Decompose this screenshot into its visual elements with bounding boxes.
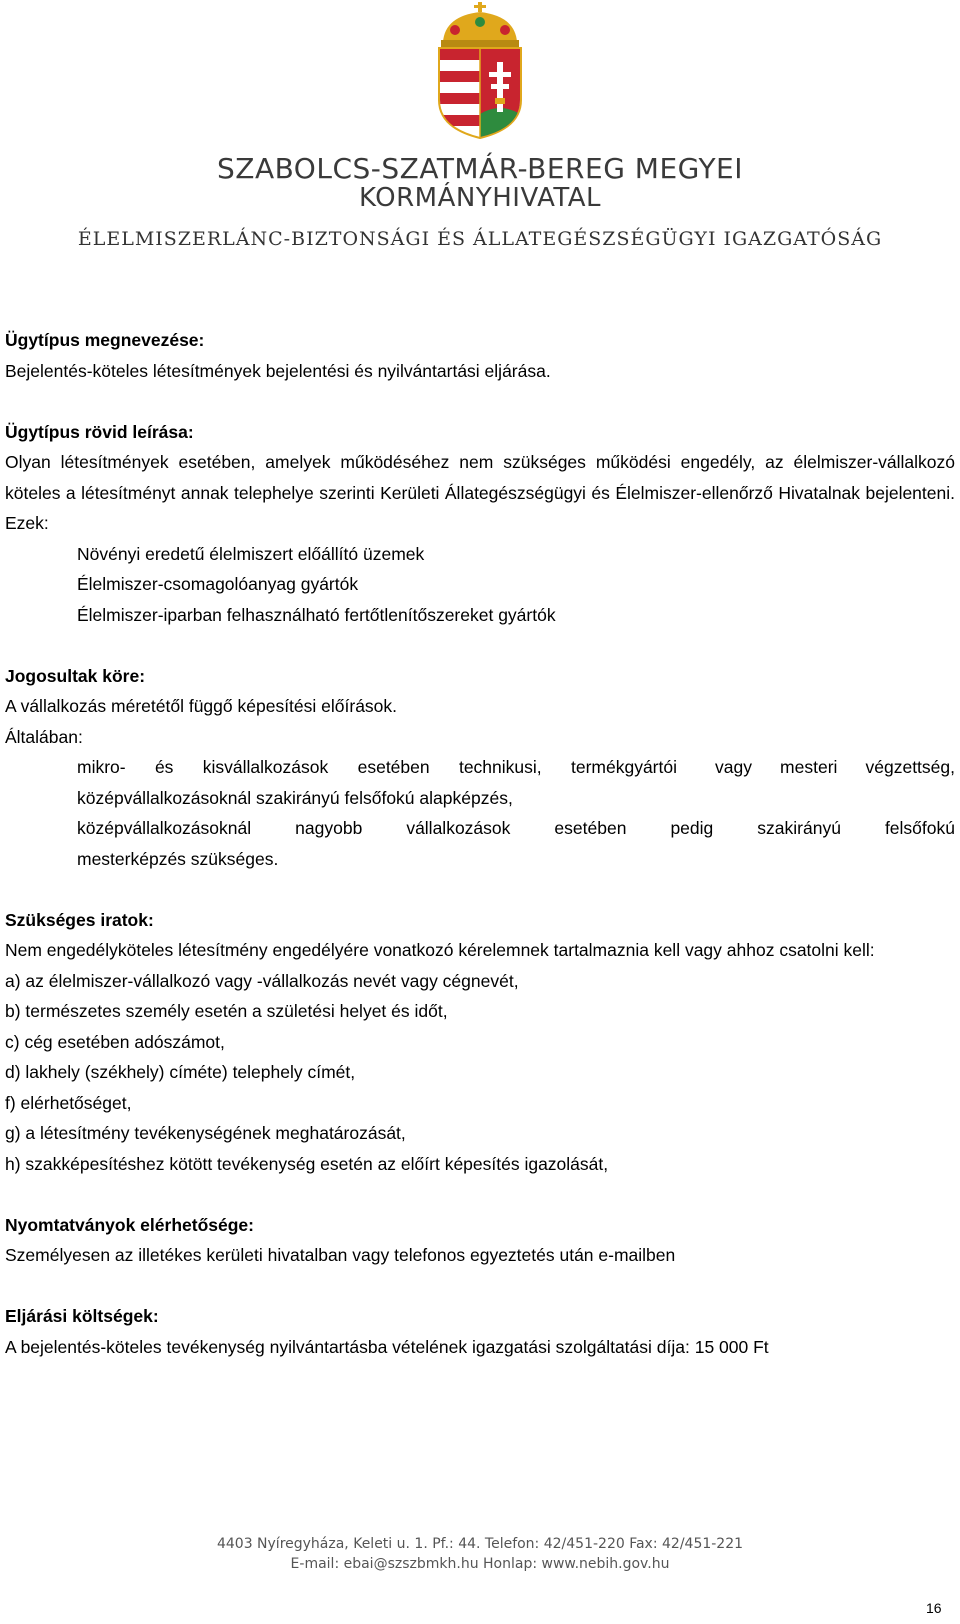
org-name-line2: KORMÁNYHIVATAL [359,183,601,213]
costs-heading: Eljárási költségek: [5,1306,159,1326]
list-item: c) cég esetében adószámot, [5,1031,225,1052]
coat-of-arms-logo [425,2,535,142]
list-item: b) természetes személy esetén a születési helyet és időt, [5,1001,448,1021]
list-item [5,752,955,783]
case-name-text: Bejelentés-köteles létesítmények bejelentési és nyilvántartási eljárása. [5,360,551,381]
documents-heading: Szükséges iratok: [5,909,154,930]
list-item: Élelmiszer-csomagolóanyag gyártók [77,574,359,594]
page-number: 16 [926,1600,942,1616]
list-item: d) lakhely (székhely) címéte) telephely címét, [5,1062,356,1082]
list-item: g) a létesítmény tevékenységének meghatározását, [5,1123,406,1143]
case-name-heading: Ügytípus megnevezése: [5,330,205,350]
list-item: Növényi eredetű élelmiszert előállító üzemek [77,543,425,564]
list-item: a) az élelmiszer-vállalkozó vagy -vállalkozás nevét vagy cégnevét, [5,970,519,991]
documents-intro: Nem engedélyköteles létesítmény engedélyére vonatkozó kérelemnek tartalmaznia kell vagy ahhoz csatolni kell: [5,940,875,960]
list-item: Élelmiszer-iparban felhasználható fertőtlenítőszereket gyártók [77,604,556,625]
list-item: középvállalkozásoknál szakirányú felsőfokú alapképzés, [77,787,513,808]
footer-address: 4403 Nyíregyháza, Keleti u. 1. Pf.: 44. Telefon: 42/451-220 Fax: 42/451-221 [216,1536,744,1552]
directorate-name: ÉLELMISZERLÁNC-BIZTONSÁGI ÉS ÁLLATEGÉSZSÉGÜGYI IGAZGATÓSÁG [77,228,883,250]
org-name-line1: SZABOLCS-SZATMÁR-BEREG MEGYEI [216,152,744,185]
eligible-heading: Jogosultak köre: [5,665,146,686]
list-item: mesterképzés szükséges. [77,848,279,869]
list-item: h) szakképesítéshez kötött tevékenység esetén az előírt képesítés igazolását, [5,1153,609,1174]
list-item: f) elérhetőséget, [5,1092,132,1113]
short-desc-intro: Olyan létesítmények esetében, amelyek működéséhez nem szükséges működési engedély, az élelmiszer-vállalkozó köteles a létesítményt annak telephelye szerinti Kerületi Állategészségügyi és Élelmiszer-ellenőrző Hivatalnak bejelenteni. Ezek: [5,452,955,533]
short-desc-heading: Ügytípus rövid leírása: [5,421,194,442]
eligible-item1-b: vagy mesteri végzettség, [715,757,955,777]
eligible-line2: Általában: [5,726,83,747]
list-item: középvállalkozásoknál nagyobb vállalkozások esetében pedig szakirányú felsőfokú [77,818,955,838]
forms-heading: Nyomtatványok elérhetősége: [5,1214,254,1235]
document-body [5,325,955,1362]
eligible-item1-a: mikro- és kisvállalkozások esetében technikusi, termékgyártói [77,757,677,777]
costs-text: A bejelentés-köteles tevékenység nyilvántartásba vételének igazgatási szolgáltatási díja: 15 000 Ft [5,1336,769,1357]
letterhead [0,0,960,260]
footer-contact [0,1534,960,1574]
eligible-line1: A vállalkozás méretétől függő képesítési előírások. [5,696,398,716]
forms-text: Személyesen az illetékes kerületi hivatalban vagy telefonos egyeztetés után e-mailben [5,1245,676,1265]
footer-email-web: E-mail: ebai@szszbmkh.hu Honlap: www.nebih.gov.hu [290,1556,670,1572]
